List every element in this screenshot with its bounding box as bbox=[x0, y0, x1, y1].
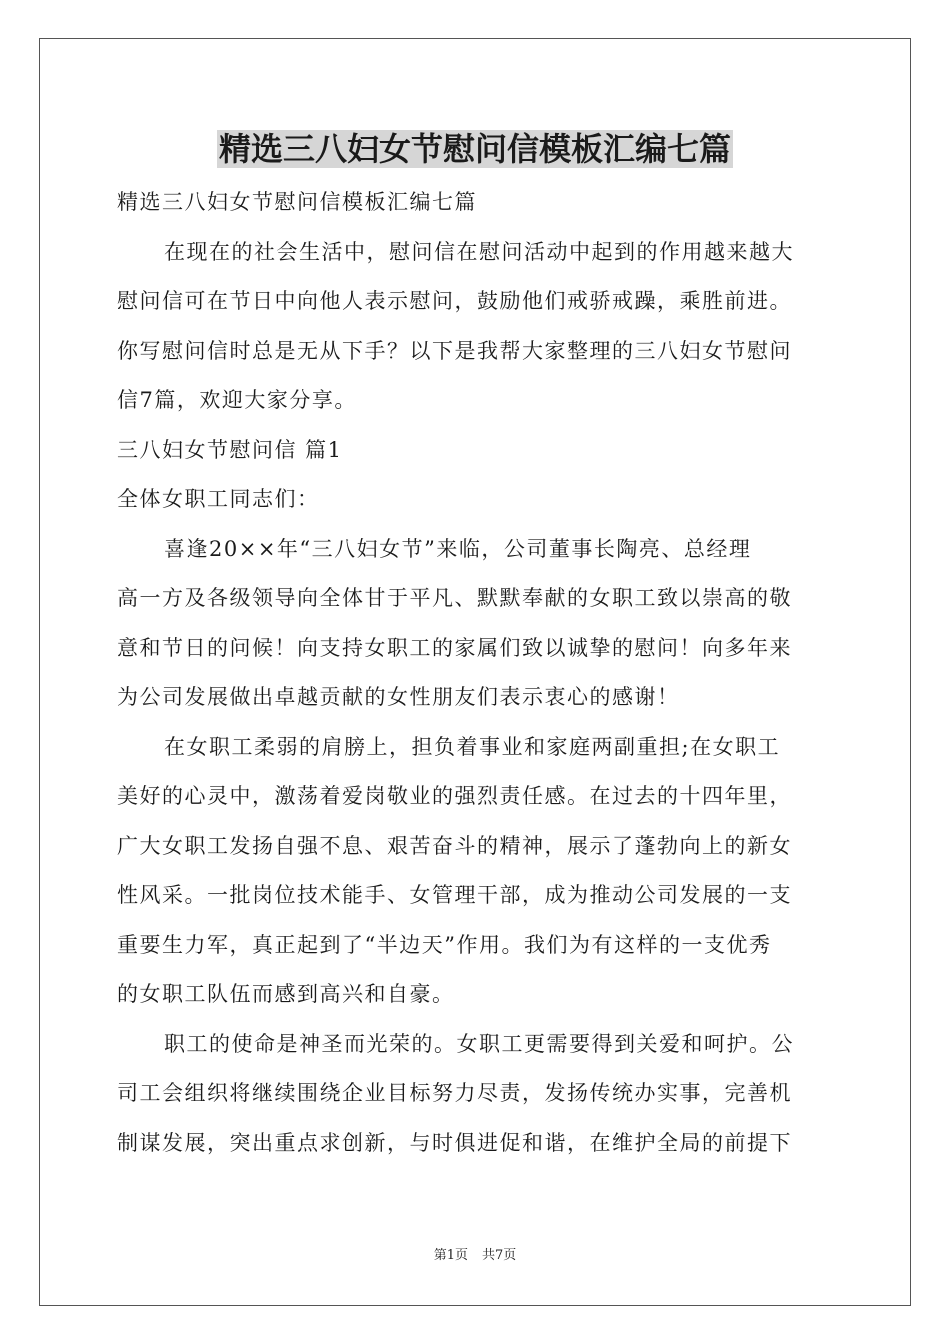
section-heading: 三八妇女节慰问信 篇1 bbox=[117, 437, 343, 462]
text-line: 慰问信可在节日中向他人表示慰问，鼓励他们戒骄戒躁，乘胜前进。 bbox=[117, 289, 792, 313]
subtitle-line: 精选三八妇女节慰问信模板汇编七篇 bbox=[117, 190, 477, 214]
text-line: 在现在的社会生活中，慰问信在慰问活动中起到的作用越来越大 bbox=[164, 239, 794, 264]
document-title-text: 精选三八妇女节慰问信模板汇编七篇 bbox=[218, 130, 731, 168]
text-line: 你写慰问信时总是无从下手？以下是我帮大家整理的三八妇女节慰问 bbox=[117, 338, 792, 363]
text-line: 美好的心灵中，激荡着爱岗敬业的强烈责任感。在过去的十四年里， bbox=[117, 784, 792, 808]
text-line: 为公司发展做出卓越贡献的女性朋友们表示衷心的感谢！ bbox=[117, 685, 680, 709]
text-line: 重要生力军，真正起到了“半边天”作用。我们为有这样的一支优秀 bbox=[117, 932, 772, 957]
page-number: 第1页 bbox=[433, 1248, 468, 1263]
document-title bbox=[0, 126, 950, 172]
page-total: 共7页 bbox=[482, 1248, 517, 1263]
text-line: 在女职工柔弱的肩膀上，担负着事业和家庭两副重担;在女职工 bbox=[164, 734, 781, 759]
text-line: 意和节日的问候！向支持女职工的家属们致以诚挚的慰问！向多年来 bbox=[117, 635, 792, 660]
document-body bbox=[117, 178, 837, 1168]
text-line: 司工会组织将继续围绕企业目标努力尽责，发扬传统办实事，完善机 bbox=[117, 1081, 792, 1105]
text-line: 高一方及各级领导向全体甘于平凡、默默奉献的女职工致以崇高的敬 bbox=[117, 586, 792, 610]
text-line: 的女职工队伍而感到高兴和自豪。 bbox=[117, 982, 455, 1006]
salutation-line: 全体女职工同志们： bbox=[117, 487, 320, 511]
text-line: 广大女职工发扬自强不息、艰苦奋斗的精神，展示了蓬勃向上的新女 bbox=[117, 833, 792, 858]
text-line: 制谋发展，突出重点求创新，与时俱进促和谐，在维护全局的前提下 bbox=[117, 1130, 792, 1155]
page-footer bbox=[0, 1247, 950, 1265]
text-line: 喜逢20××年“三八妇女节”来临，公司董事长陶亮、总经理 bbox=[164, 536, 752, 561]
text-line: 信7篇，欢迎大家分享。 bbox=[117, 388, 357, 412]
text-line: 职工的使命是神圣而光荣的。女职工更需要得到关爱和呵护。公 bbox=[164, 1031, 794, 1056]
text-line: 性风采。一批岗位技术能手、女管理干部，成为推动公司发展的一支 bbox=[117, 883, 792, 907]
